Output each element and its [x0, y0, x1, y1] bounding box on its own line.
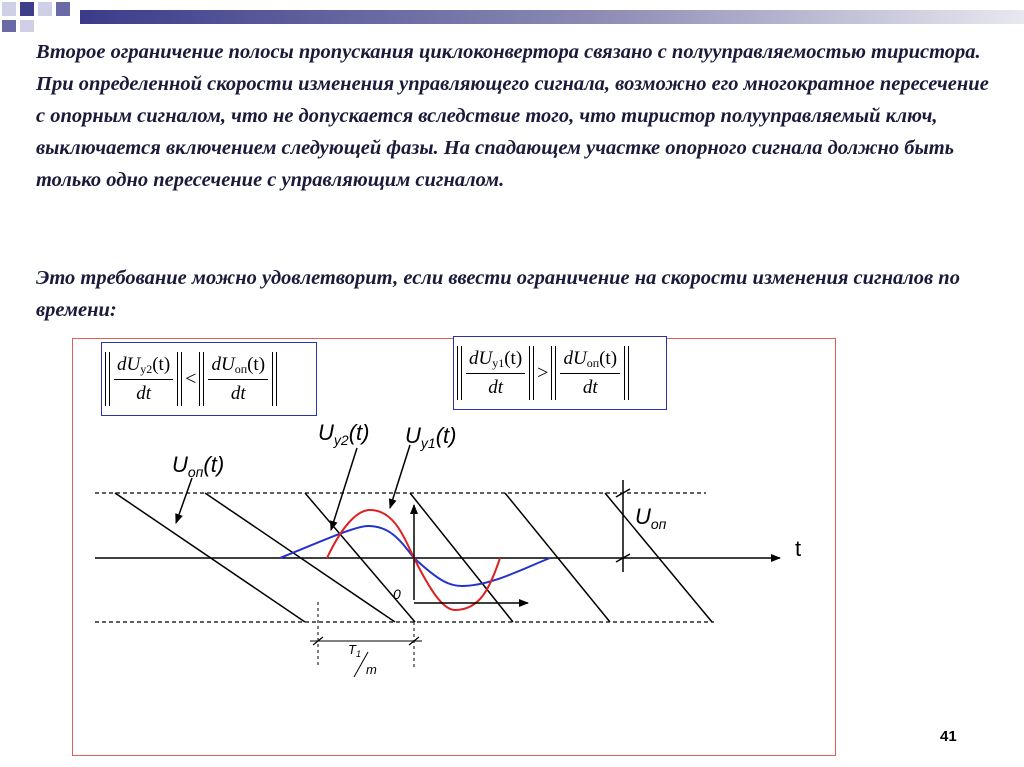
paragraph-requirement: Это требование можно удовлетворит, если ввести ограничение на скорости изменения сигналов по времени:	[36, 267, 960, 321]
control-signal-u1	[280, 526, 550, 586]
label-period-denominator: m	[366, 662, 377, 677]
label-period-numerator: $T_1$	[348, 642, 361, 659]
diagram-frame	[72, 338, 836, 756]
page-number: 41	[940, 728, 957, 745]
waveform-diagram	[73, 339, 835, 755]
label-uon-amplitude: $U_{оп}$	[635, 504, 667, 532]
fraction-duy1: $\frac{dU_{у1}(t)}{dt}$	[466, 348, 525, 399]
relation-greater: >	[537, 361, 549, 384]
label-origin: 0	[393, 586, 401, 602]
fraction-duon: $\frac{dU_{оп}(t)}{dt}$	[560, 348, 620, 399]
pointer-uon-t	[176, 478, 192, 523]
pointer-uy1	[390, 445, 410, 508]
fraction-duon: $\frac{dU_{оп}(t)}{dt}$	[208, 354, 268, 405]
label-time-axis: t	[795, 536, 802, 561]
fraction-duy2: $\frac{dU_{у2}(t)}{dt}$	[114, 354, 173, 405]
label-uon-t: $U_{оп}(t)$	[172, 452, 225, 480]
paragraph-intro: Второе ограничение полосы пропускания циклоконвертора связано с полууправляемостью тиристора. При определенной скорости изменения управляющего сигнала, возможно его многократное пересечение с опорным сигналом, что не допускается вследствие того, что тиристор полууправляемый ключ, выключается включением следующей фазы. На спадающем участке опорного сигнала должно быть только одно пересечение с управляющим сигналом.	[36, 41, 989, 191]
label-uy2: $U_{у2}(t)$	[318, 420, 370, 448]
relation-less: <	[185, 367, 197, 390]
title-decoration-bar	[0, 0, 1024, 32]
label-uy1: $U_{у1}(t)$	[405, 423, 457, 451]
